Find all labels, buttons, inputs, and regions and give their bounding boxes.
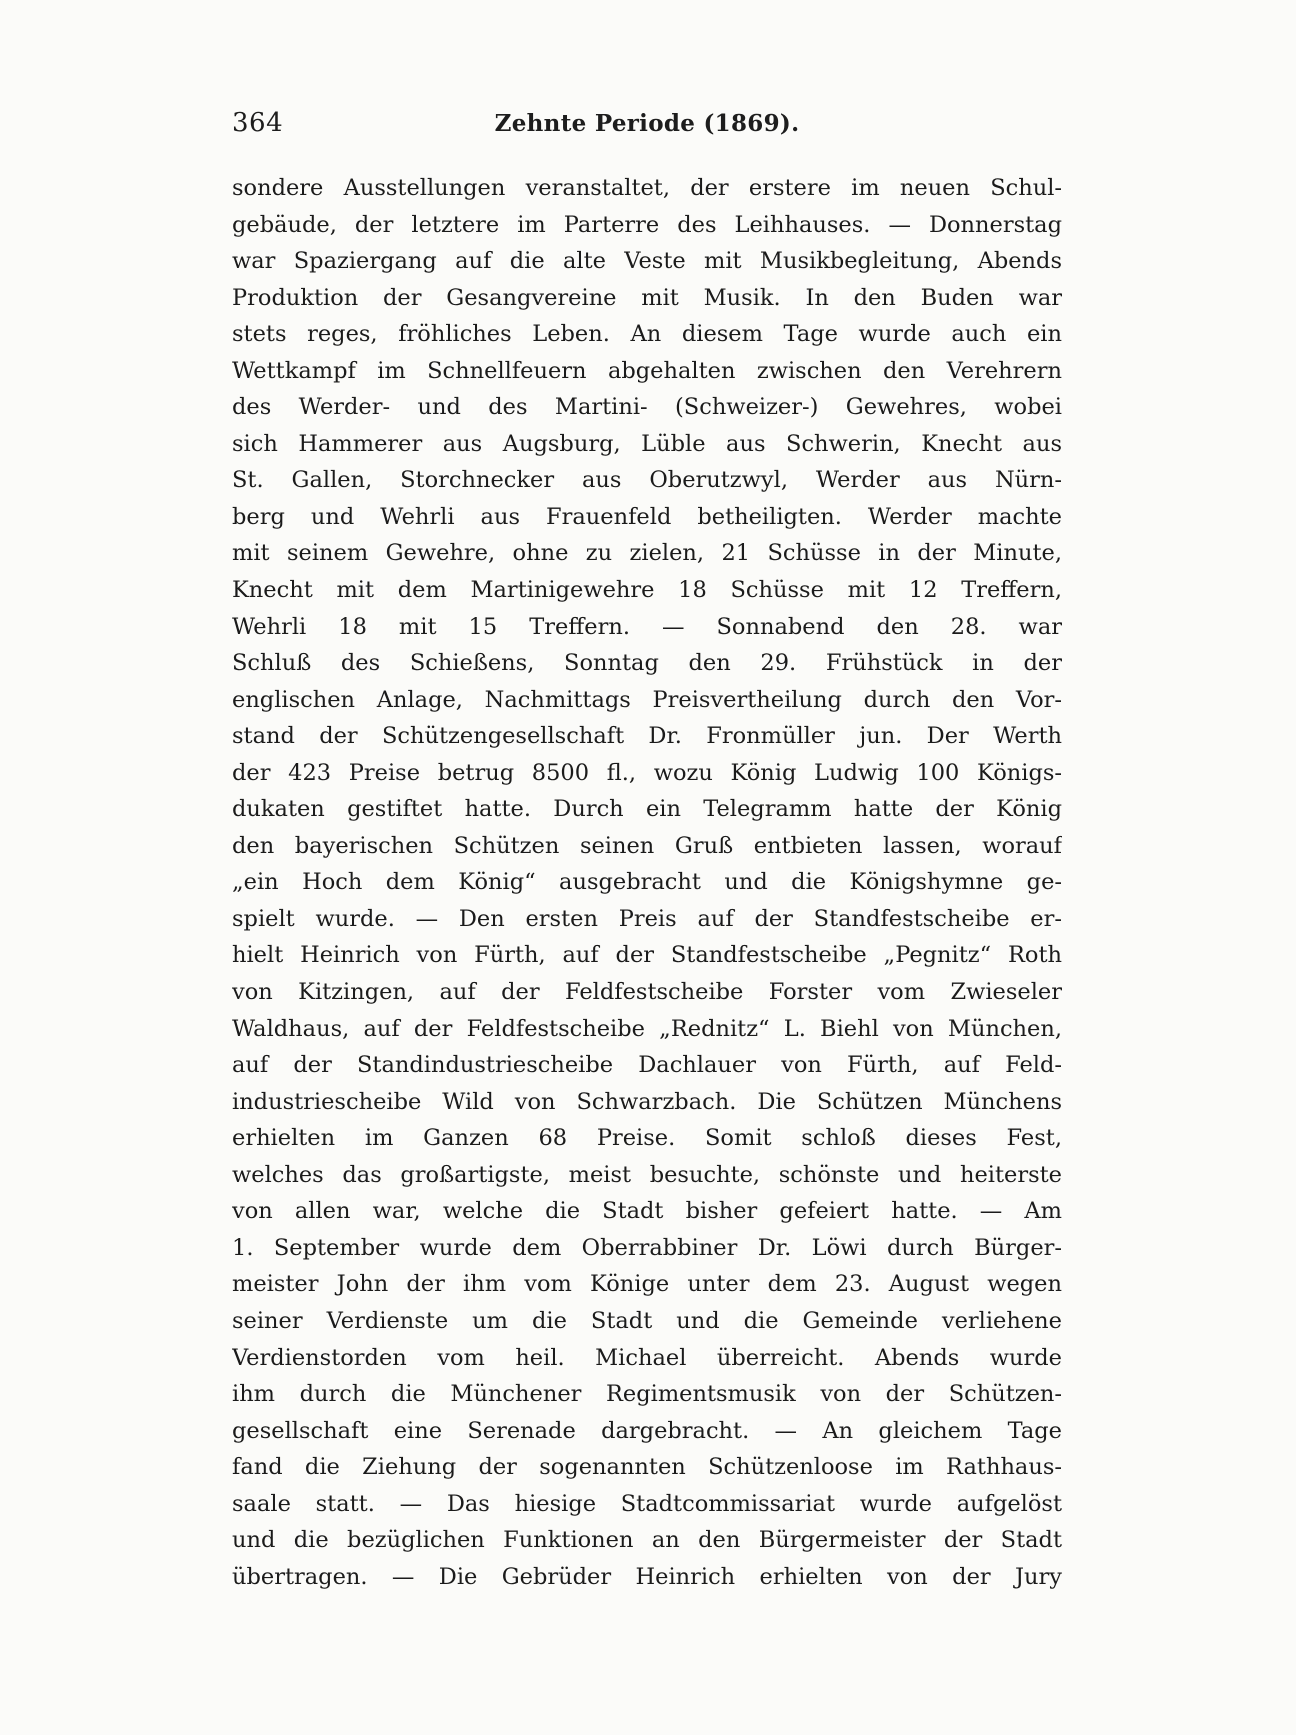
- text-line: mit seinem Gewehre, ohne zu zielen, 21 Schüsse in der Minute,: [232, 540, 1062, 567]
- text-line: Knecht mit dem Martinigewehre 18 Schüsse mit 12 Treffern,: [232, 577, 1062, 604]
- text-line: gebäude, der letztere im Parterre des Leihhauses. — Donnerstag: [232, 211, 1062, 238]
- text-line: saale statt. — Das hiesige Stadtcommissariat wurde aufgelöst: [232, 1490, 1062, 1517]
- text-line: spielt wurde. — Den ersten Preis auf der Standfestscheibe er-: [232, 905, 1062, 932]
- text-line: Verdienstorden vom heil. Michael überreicht. Abends wurde: [232, 1344, 1062, 1371]
- page-number: 364: [232, 108, 284, 138]
- text-line: den bayerischen Schützen seinen Gruß entbieten lassen, worauf: [232, 832, 1062, 859]
- page-header: [232, 108, 1062, 148]
- text-line: stand der Schützengesellschaft Dr. Fronmüller jun. Der Werth: [232, 723, 1062, 750]
- text-line: berg und Wehrli aus Frauenfeld betheiligten. Werder machte: [232, 503, 1062, 530]
- text-line: „ein Hoch dem König“ ausgebracht und die Königshymne ge-: [232, 869, 1062, 896]
- text-line: 1. September wurde dem Oberrabbiner Dr. Löwi durch Bürger-: [232, 1234, 1062, 1261]
- text-line: englischen Anlage, Nachmittags Preisvertheilung durch den Vor-: [232, 686, 1062, 713]
- text-line: fand die Ziehung der sogenannten Schützenloose im Rathhaus-: [232, 1454, 1062, 1481]
- text-line: und die bezüglichen Funktionen an den Bürgermeister der Stadt: [232, 1527, 1062, 1554]
- text-line: hielt Heinrich von Fürth, auf der Standfestscheibe „Pegnitz“ Roth: [232, 942, 1062, 969]
- text-line: sich Hammerer aus Augsburg, Lüble aus Schwerin, Knecht aus: [232, 430, 1062, 457]
- text-line: Wehrli 18 mit 15 Treffern. — Sonnabend den 28. war: [232, 613, 1062, 640]
- text-line: Produktion der Gesangvereine mit Musik. In den Buden war: [232, 284, 1062, 311]
- text-line: sondere Ausstellungen veranstaltet, der erstere im neuen Schul-: [232, 175, 1062, 201]
- text-line: Schluß des Schießens, Sonntag den 29. Frühstück in der: [232, 650, 1062, 677]
- text-line: meister John der ihm vom Könige unter dem 23. August wegen: [232, 1271, 1062, 1298]
- text-line: übertragen. — Die Gebrüder Heinrich erhielten von der Jury: [232, 1563, 1062, 1590]
- body-text: [232, 170, 1062, 1595]
- text-line: der 423 Preise betrug 8500 fl., wozu König Ludwig 100 Königs-: [232, 759, 1062, 786]
- text-line: seiner Verdienste um die Stadt und die Gemeinde verliehene: [232, 1307, 1062, 1334]
- text-line: erhielten im Ganzen 68 Preise. Somit schloß dieses Fest,: [232, 1125, 1062, 1152]
- text-line: ihm durch die Münchener Regimentsmusik von der Schützen-: [232, 1381, 1062, 1408]
- text-line: auf der Standindustriescheibe Dachlauer von Fürth, auf Feld-: [232, 1052, 1062, 1079]
- text-line: stets reges, fröhliches Leben. An diesem Tage wurde auch ein: [232, 321, 1062, 348]
- text-line: St. Gallen, Storchnecker aus Oberutzwyl, Werder aus Nürn-: [232, 467, 1062, 494]
- text-line: dukaten gestiftet hatte. Durch ein Telegramm hatte der König: [232, 796, 1062, 823]
- text-line: war Spaziergang auf die alte Veste mit Musikbegleitung, Abends: [232, 248, 1062, 275]
- text-line: von allen war, welche die Stadt bisher gefeiert hatte. — Am: [232, 1198, 1062, 1225]
- text-line: des Werder- und des Martini- (Schweizer-) Gewehres, wobei: [232, 394, 1062, 421]
- text-line: industriescheibe Wild von Schwarzbach. Die Schützen Münchens: [232, 1088, 1062, 1115]
- running-title: Zehnte Periode (1869).: [494, 110, 800, 137]
- text-line: von Kitzingen, auf der Feldfestscheibe Forster vom Zwieseler: [232, 979, 1062, 1006]
- text-line: Waldhaus, auf der Feldfestscheibe „Rednitz“ L. Biehl von München,: [232, 1015, 1062, 1042]
- text-line: welches das großartigste, meist besuchte, schönste und heiterste: [232, 1161, 1062, 1188]
- text-line: gesellschaft eine Serenade dargebracht. — An gleichem Tage: [232, 1417, 1062, 1444]
- text-line: Wettkampf im Schnellfeuern abgehalten zwischen den Verehrern: [232, 357, 1062, 384]
